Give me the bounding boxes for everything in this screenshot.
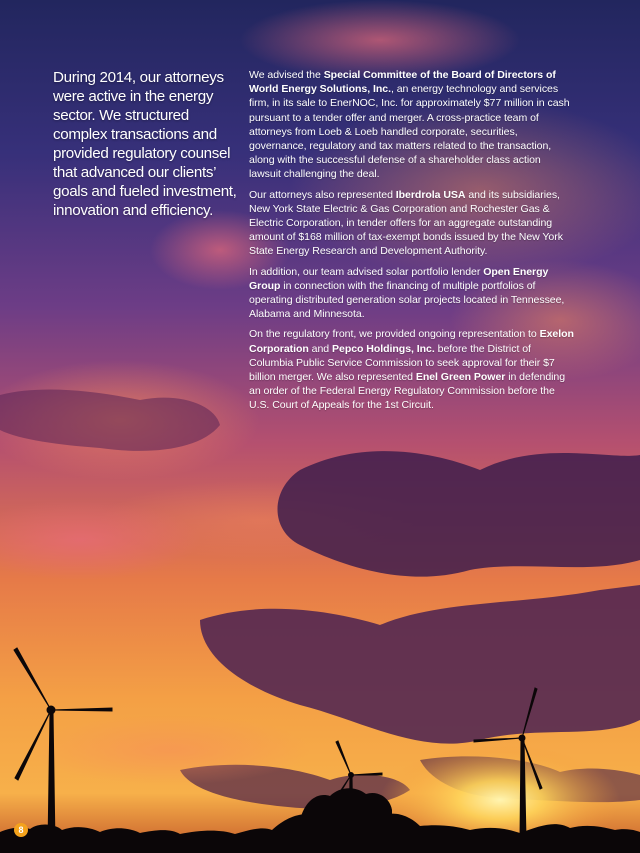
paragraph-text: and: [308, 342, 333, 355]
paragraph-text: We advised the: [249, 69, 324, 81]
paragraph-text: , an energy technology and services firm, in its sale to EnerNOC, Inc. for approximately $77 million in cash pursuant to a tender offer and merger. A cross-practice team of attorneys from Loeb & Loeb handled corporate, securities, governance, regulatory and tax matters related to the transaction, along with the successful defense of a shareholder class action lawsuit challenging the deal.: [249, 83, 570, 181]
client-name: Enel Green Power: [415, 371, 506, 384]
client-name: Exelon Corporation: [249, 328, 574, 355]
paragraph-open-energy: [249, 265, 574, 322]
paragraph-text: before the District of Columbia Public Service Commission to seek approval for their $7 billion merger. We also represented: [249, 342, 555, 384]
paragraph-text: and its subsidiaries, New York State Electric & Gas Corporation and Rochester Gas & Electric Corporation, in tender offers for an aggregate outstanding amount of $168 million of tax-exempt bonds issued by the New York State Energy Research and Development Authority.: [249, 188, 563, 258]
paragraph-text: Our attorneys also represented: [249, 188, 396, 201]
paragraph-text: in defending an order of the Federal Energy Regulatory Commission before the U.S. Court of Appeals for the 1st Circuit.: [249, 371, 566, 412]
paragraph-text: In addition, our team advised solar portfolio lender: [249, 265, 484, 278]
paragraph-regulatory: [249, 327, 574, 412]
client-name: Special Committee of the Board of Directors of World Energy Solutions, Inc.: [249, 69, 556, 96]
article-body: [249, 68, 574, 419]
client-name: Pepco Holdings, Inc.: [332, 342, 435, 355]
paragraph-world-energy: [249, 68, 574, 182]
paragraph-text: in connection with the financing of multiple portfolios of operating distributed generation solar projects located in Tennessee, Alabama and Minnesota.: [249, 279, 565, 321]
client-name: Iberdrola USA: [395, 188, 466, 201]
pull-quote: During 2014, our attorneys were active in the energy sector. We structured complex transactions and provided regulatory counsel that advanced our clients’ goals and fueled investment, innovation and efficiency.: [53, 69, 237, 219]
page-number: 8: [14, 823, 28, 837]
client-name: Open Energy Group: [249, 265, 549, 292]
paragraph-text: On the regulatory front, we provided ongoing representation to: [249, 328, 540, 341]
paragraph-iberdrola: [249, 188, 574, 259]
